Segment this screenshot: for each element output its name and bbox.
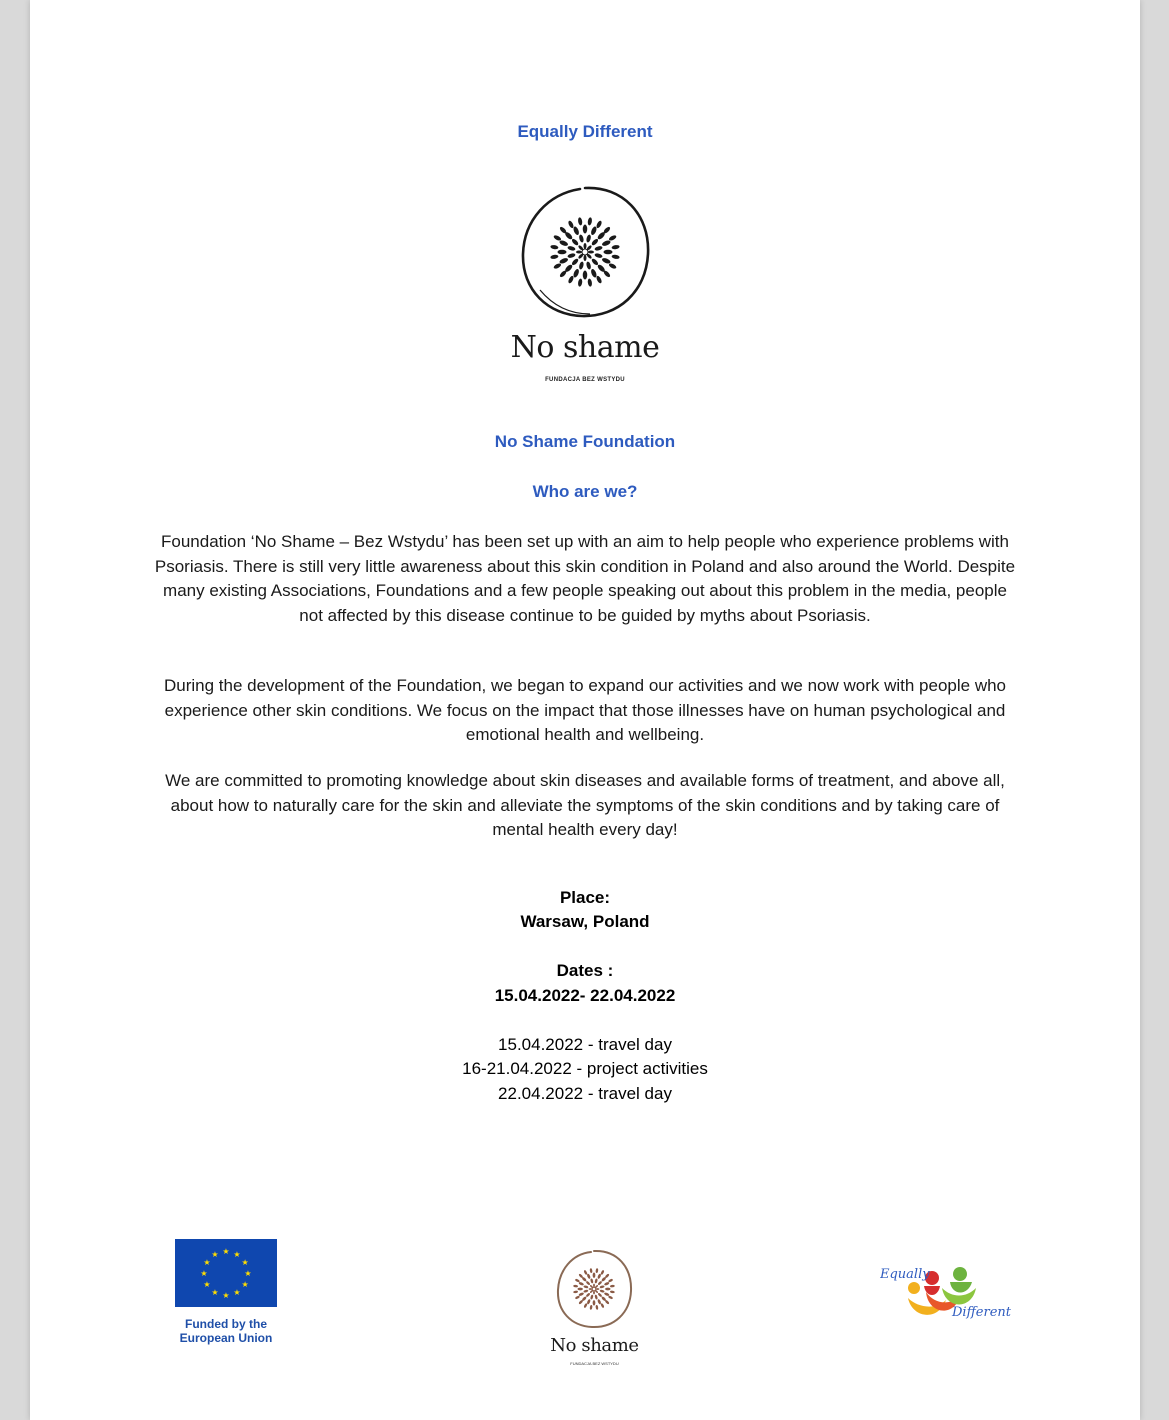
equally-different-icon [880,1258,1015,1328]
ed-word2: Different [952,1305,1011,1320]
mandala-petal [567,275,574,284]
eu-star-icon: ★ [203,1258,211,1267]
mandala-petal [578,1281,584,1286]
mandala-petal [608,1278,613,1282]
mandala-petal [610,1285,615,1288]
mandala-petal [576,251,582,254]
mandala-petal [591,258,599,266]
mandala-petal [593,1300,596,1305]
mandala-petal [573,1290,578,1293]
mandala-petal [590,1268,593,1273]
mandala-petal [595,220,602,229]
mandala-petal [573,1285,578,1288]
mandala-petal [584,243,587,249]
eu-star-icon: ★ [211,1288,219,1298]
mandala-petal [586,234,592,243]
mandala-petal [600,1270,604,1275]
mandala-petal [587,217,592,226]
mandala-petal [559,239,569,247]
mandala-petal [583,225,588,234]
mandala-petal [575,1295,580,1299]
mandala-petal [578,217,583,226]
equally-different-logo [880,1258,1015,1328]
eu-flag-icon [175,1239,277,1307]
eu-star-icon: ★ [244,1269,252,1278]
mandala-petal [567,220,574,229]
mandala-petal [583,1270,587,1275]
eu-star-icon: ★ [222,1247,230,1256]
schedule-item: 16-21.04.2022 - project activities [462,1059,708,1078]
eu-star-icon: ★ [241,1280,249,1289]
mandala-petal [604,1292,610,1297]
mandala-petal [578,234,584,243]
mandala-icon [510,180,660,330]
mandala-petal [588,251,594,254]
mandala-petal [586,1281,591,1286]
mandala-petal [572,226,580,236]
mandala-petal [590,1305,593,1310]
mandala-petal [550,245,559,250]
mandala-petal [567,253,576,259]
paragraph-commitment: We are committed to promoting knowledge about skin diseases and available forms of treatment, and above all, about how to naturally care for the skin and alleviate the symptoms of the skin conditions and by taking care of mental health every day! [165,771,1005,839]
footer-no-shame-logo [542,1245,647,1370]
footer-logo-title: No shame [550,1335,639,1356]
mandala-petal [604,1281,610,1286]
mandala-petal [595,275,602,284]
mandala-petal [605,1288,610,1291]
mandala-petal [601,239,611,247]
mandala-petal [583,1303,587,1308]
mandala-petal [593,1291,595,1295]
mandala-petal [590,268,598,278]
mandala-petal [611,254,620,259]
mandala-petal [597,1299,602,1305]
mandala-petal [586,261,592,270]
mandala-petal [608,234,617,241]
mandala-petal [611,245,620,250]
mandala-petal [586,1299,591,1305]
mandala-petal [589,1288,593,1290]
mandala-petal [594,253,603,259]
mandala-petal [583,1285,588,1289]
mandala-petal [572,268,580,278]
mandala-petal [553,262,562,269]
mandala-petal [586,1292,591,1297]
mandala-petal [591,238,599,246]
eu-text-line2: European Union [179,1331,273,1345]
mandala-petal [578,1288,583,1291]
mandala-petal [590,1294,594,1299]
page-title: Equally Different [517,122,653,141]
mandala-petal [595,1305,598,1310]
paragraph-development: During the development of the Foundation, we began to expand our activities and we now work with people who experience other skin conditions. We focus on the impact that those illnesses have on human psychological and emotional health and wellbeing. [163,676,1007,744]
mandala-petal [608,1295,613,1299]
dates-range: 15.04.2022- 22.04.2022 [494,986,676,1005]
no-shame-logo [510,180,660,395]
eu-text-line1: Funded by the [185,1317,267,1331]
paragraph-intro: Foundation ‘No Shame – Bez Wstydu’ has been set up with an aim to help people who experience problems with Psoriasis. There is still very little awareness about this skin condition in Poland and also around the World. Despite many existing Associations, Foundations and a few people speaking out about this problem in the media, people not affected by this disease continue to be guided by myths about Psoriasis. [154,532,1016,625]
logo-title: No shame [510,330,660,365]
mandala-petal [597,1292,602,1297]
mandala-petal [558,250,567,255]
mandala-petal [601,257,611,265]
mandala-petal [595,1268,598,1273]
place-value: Warsaw, Poland [520,912,650,931]
ed-word1: Equally [880,1267,930,1282]
dates-label: Dates : [556,961,614,980]
eu-star-icon: ★ [200,1269,208,1278]
footer-logo-subtitle: FUNDACJA BEZ WSTYDU [570,1361,619,1366]
mandala-petal [608,262,617,269]
mandala-petal [593,1284,595,1288]
mandala-center [582,249,588,255]
eu-star-icon: ★ [211,1249,219,1259]
section-heading-who: Who are we? [532,482,638,501]
foundation-heading: No Shame Foundation [494,432,676,451]
mandala-petal [594,245,603,251]
eu-star-icon: ★ [222,1291,230,1300]
logo-subtitle: FUNDACJA BEZ WSTYDU [545,377,625,383]
mandala-petal [586,1273,591,1279]
mandala-petal [567,245,576,251]
schedule-item: 22.04.2022 - travel day [498,1084,672,1103]
mandala-petal [600,1303,604,1308]
mandala-petal [575,1278,580,1282]
mandala-petal [597,1281,602,1286]
mandala-petal [559,257,569,265]
mandala-petal [578,1292,584,1297]
mandala-petal [583,271,588,280]
mandala-petal [550,254,559,259]
mandala-petal [584,255,587,261]
eu-star-icon: ★ [233,1249,241,1259]
mandala-petal [599,1289,604,1293]
eu-star-icon: ★ [203,1280,211,1289]
place-label: Place: [559,888,611,907]
mandala-petal [594,1278,598,1283]
mandala-petal [590,226,598,236]
eu-star-icon: ★ [241,1258,249,1267]
mandala-petal [599,1285,604,1289]
mandala-petal [571,238,579,246]
mandala-petal [587,278,592,287]
mandala-icon [542,1245,647,1335]
eu-star-icon: ★ [233,1288,241,1298]
mandala-center [592,1287,596,1291]
schedule-item: 15.04.2022 - travel day [498,1035,672,1054]
mandala-petal [593,1273,596,1278]
mandala-petal [578,278,583,287]
mandala-petal [553,234,562,241]
mandala-petal [610,1290,615,1293]
mandala-petal [578,261,584,270]
mandala-petal [594,1294,598,1299]
mandala-petal [596,1288,600,1290]
mandala-petal [597,1273,602,1279]
eu-funding-logo [175,1239,277,1345]
mandala-petal [571,258,579,266]
mandala-petal [604,250,613,255]
mandala-petal [590,1278,594,1283]
document-page [30,0,1140,1420]
mandala-petal [583,1289,588,1293]
